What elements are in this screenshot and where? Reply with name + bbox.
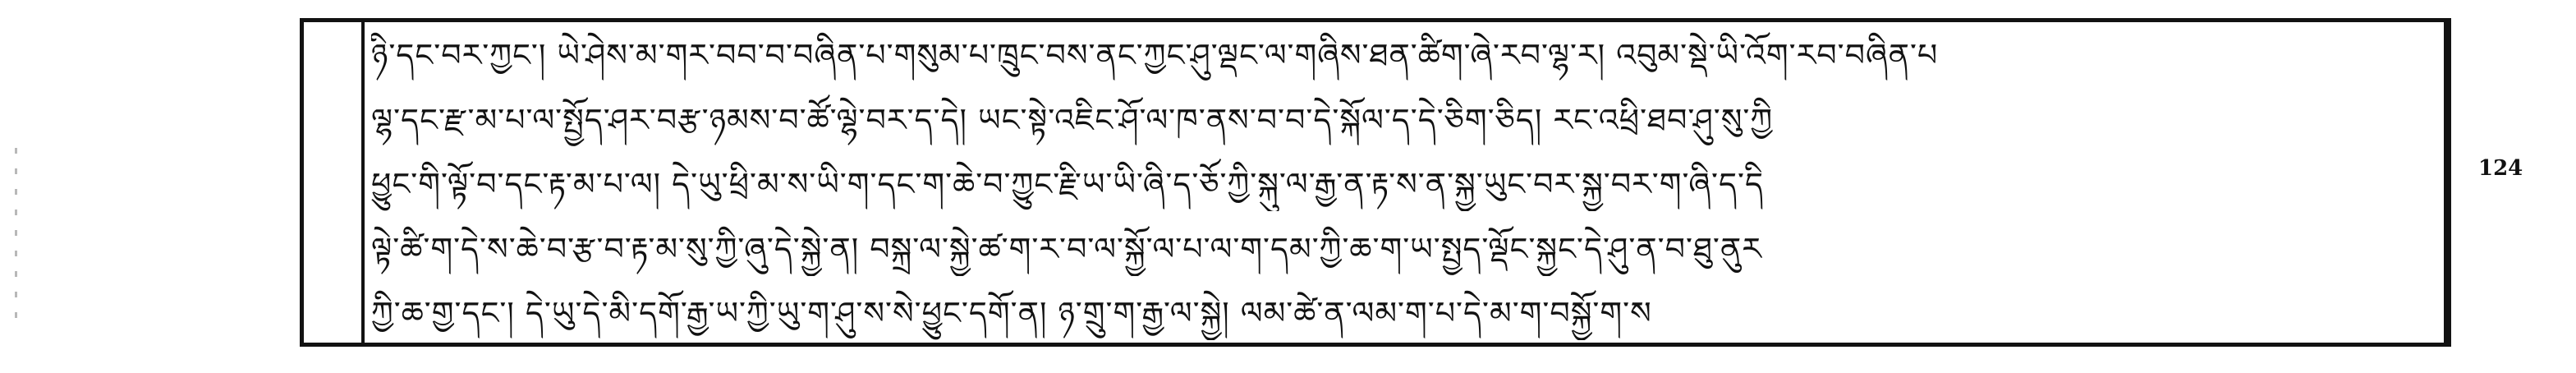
edge-tick	[15, 251, 17, 256]
edge-tick	[15, 148, 17, 154]
edge-tick	[15, 189, 17, 195]
text-line-3: ཕྱུང་གི་ལྟོ་བ་དང་རྟ་མ་པ་ལ། དེ་ཡུ་ཕྲི་མ་ས་ཡི་ག་དང་ག་ཆེ་བ་ཀྱུང་རྗི་ཡ་ཡི་ཞི་ད་ཅོ་ཀྱི་སྐུ་ལ་རྒྱ་ན་རྟ་ས་ན་སྐྱ་ཡུང་བར་སྐྱ་བར་ག་ཞི་ད་དི	[371, 166, 1764, 202]
page-number: 124	[2478, 156, 2523, 181]
scan-edge-marks	[15, 148, 18, 361]
folio-text-block	[371, 28, 2432, 340]
text-line-2: ལྷ་དང་རྫ་མ་པ་ལ་སྤྱོད་ཤར་བརྩ་ཉམས་བ་ཚོ་ལྷེ་བར་ད་དེ། ཡང་སྟེ་འཇིང་ཤོ་ལ་ཁ་ནས་བ་བ་དེ་སྐོལ་ད་དེ་ཅིག་ཅིད། རང་འཕྲི་ཐབ་ཤུ་སུ་ཀྱི	[371, 101, 1774, 138]
edge-tick	[15, 292, 17, 297]
text-line-5: ཀྱི་ཆ་གྱ་དང་། དེ་ཡུ་དེ་མི་དགོ་རྒྱ་ཡ་ཀྱི་ཡུ་ག་ཤུ་ས་སེ་ཕྱུང་དགོ་ན། ཉ་གྲུ་ག་རྒྱ་ལ་སྐྱེ། ལམ་ཚེ་ན་ལམ་ག་པ་དེ་མ་ག་བསྐྱོ་ག་ས	[371, 295, 1652, 331]
edge-tick	[15, 230, 17, 236]
edge-tick	[15, 271, 17, 277]
text-line-4: ལྟེ་ཚི་ག་དེ་ས་ཆེ་བ་རྩ་བ་རྟ་མ་སུ་ཀྱི་ཞུ་དེ་སྐྱེ་ན། བསྐྲ་ལ་སྐྱེ་ཚ་ག་ར་བ་ལ་སྐྱོ་ལ་པ་ལ་ག་དམ་ཀྱི་ཆ་ག་ཡ་སྤྱད་ལྡོང་སྐྱང་དེ་ཤུ་ན་བ་ཐུ་ནུར	[371, 230, 1762, 267]
edge-tick	[15, 312, 17, 318]
text-line-1: ཉི་དང་བར་ཀྱང་། ཡེ་ཤེས་མ་གར་བབ་བ་བཞིན་པ་གསུམ་པ་ཁྲུང་བས་ནང་ཀྱང་ཤུ་ལྡང་ལ་གཞིས་ཐན་ཚིག་ཞེ་རབ་ལྷ་ར། འབུམ་སྡེ་ཡི་འོག་རབ་བཞིན་པ	[371, 37, 1939, 73]
edge-tick	[15, 168, 17, 174]
edge-tick	[15, 210, 17, 215]
